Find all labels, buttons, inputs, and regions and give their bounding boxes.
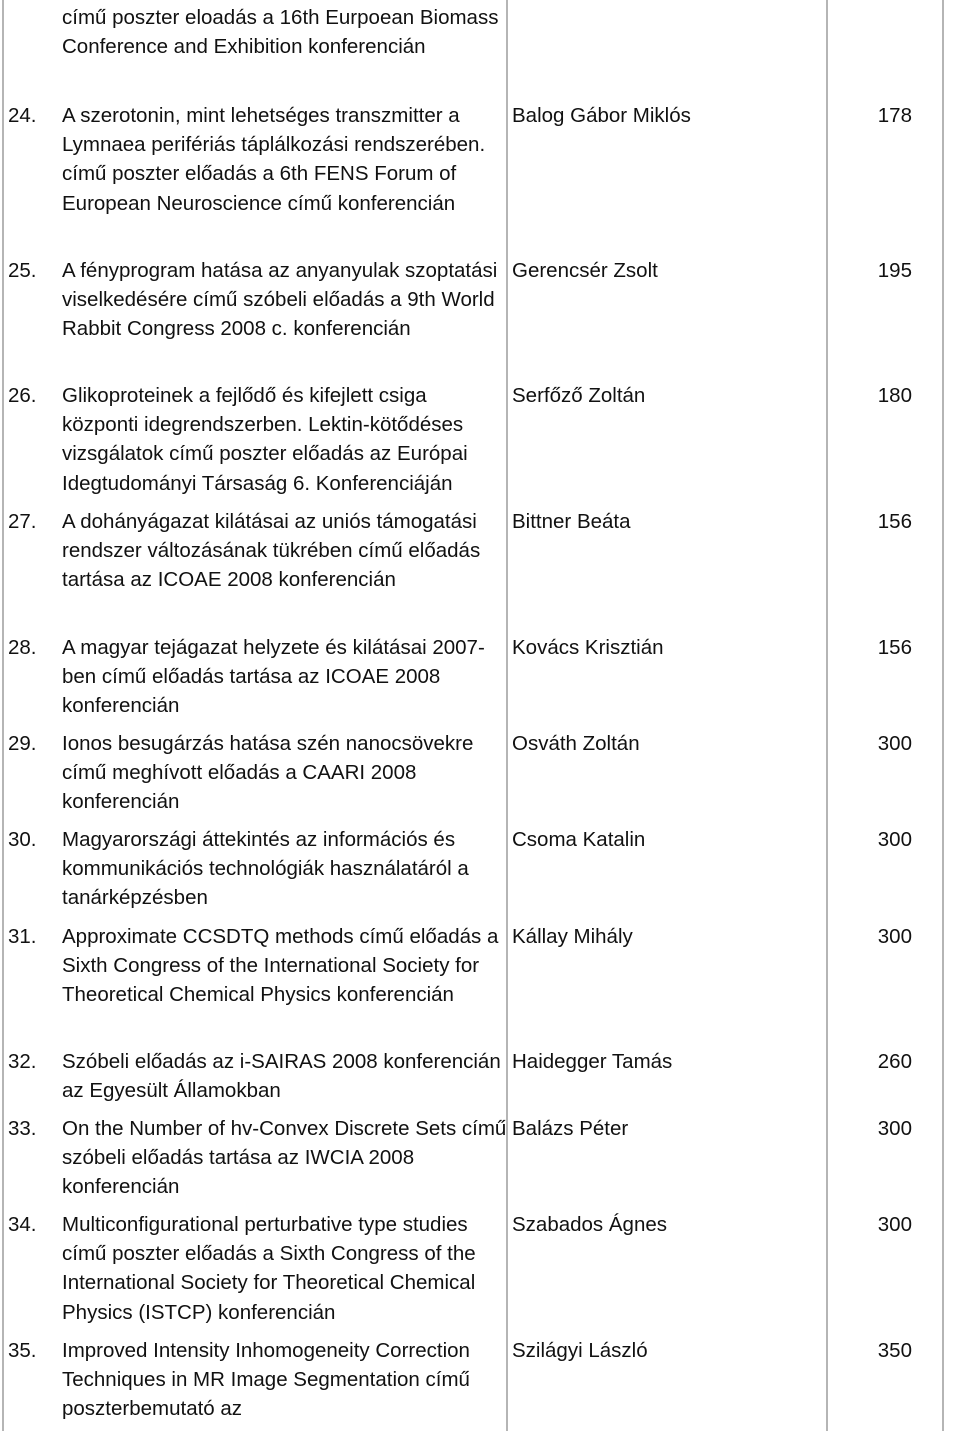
entry-amount: 300 xyxy=(877,1117,912,1140)
entry-description: Magyarországi áttekintés az információs és kommunikációs technológiák használatáról a tanárképzésben xyxy=(62,828,469,910)
entry-amount: 180 xyxy=(877,384,912,407)
entry-number: 33. xyxy=(8,1117,37,1140)
entry-number: 34. xyxy=(8,1213,37,1236)
entry-amount: 300 xyxy=(877,925,912,948)
entry-amount: 195 xyxy=(877,259,912,282)
entry-number: 27. xyxy=(8,510,37,533)
entry-amount: 156 xyxy=(877,510,912,533)
entry-description: című poszter eloadás a 16th Eurpoean Biomass Conference and Exhibition konferencián xyxy=(62,6,499,59)
entry-amount: 300 xyxy=(877,732,912,755)
entry-name: Gerencsér Zsolt xyxy=(512,259,658,282)
entry-description: A fényprogram hatása az anyanyulak szoptatási viselkedésére című szóbeli előadás a 9th World Rabbit Congress 2008 c. konferencián xyxy=(62,259,498,341)
entry-number: 28. xyxy=(8,636,37,659)
entry-name: Kállay Mihály xyxy=(512,925,633,948)
entry-description: Multiconfigurational perturbative type studies című poszter előadás a Sixth Congress of the International Society for Theoretical Chemical Physics (ISTCP) konferencián xyxy=(62,1213,476,1324)
entry-description: Szóbeli előadás az i-SAIRAS 2008 konferencián az Egyesült Államokban xyxy=(62,1050,501,1103)
entry-amount: 300 xyxy=(877,828,912,851)
entry-amount: 350 xyxy=(877,1339,912,1362)
entry-amount: 156 xyxy=(877,636,912,659)
entry-name: Balog Gábor Miklós xyxy=(512,104,691,127)
entry-description: Approximate CCSDTQ methods című előadás a Sixth Congress of the International Society for Theoretical Chemical Physics konferencián xyxy=(62,925,499,1007)
entry-name: Balázs Péter xyxy=(512,1117,629,1140)
entry-description: Glikoproteinek a fejlődő és kifejlett csiga központi idegrendszerben. Lektin-kötődéses vizsgálatok című poszter előadás az Európai Idegtudományi Társaság 6. Konferenciáján xyxy=(62,384,468,495)
entry-description: Improved Intensity Inhomogeneity Correction Techniques in MR Image Segmentation című poszterbemutató az xyxy=(62,1339,470,1421)
entry-description: A magyar tejágazat helyzete és kilátásai 2007-ben című előadás tartása az ICOAE 2008 konferencián xyxy=(62,636,485,718)
entry-number: 25. xyxy=(8,259,37,282)
entry-name: Bittner Beáta xyxy=(512,510,631,533)
entry-number: 29. xyxy=(8,732,37,755)
entry-number: 26. xyxy=(8,384,37,407)
entry-name: Szabados Ágnes xyxy=(512,1213,668,1236)
entry-name: Haidegger Tamás xyxy=(512,1050,673,1073)
entry-number: 35. xyxy=(8,1339,37,1362)
entry-name: Csoma Katalin xyxy=(512,828,646,851)
entry-amount: 260 xyxy=(877,1050,912,1073)
entry-description: On the Number of hv-Convex Discrete Sets című szóbeli előadás tartása az IWCIA 2008 konferencián xyxy=(62,1117,507,1199)
entry-description: A szerotonin, mint lehetséges transzmitter a Lymnaea perifériás táplálkozási rendszerében. című poszter előadás a 6th FENS Forum of European Neuroscience című konferencián xyxy=(62,104,486,215)
table-border-left xyxy=(2,0,4,1431)
entry-amount: 178 xyxy=(877,104,912,127)
entry-number: 32. xyxy=(8,1050,37,1073)
entry-name: Serfőző Zoltán xyxy=(512,384,646,407)
table-border-right xyxy=(942,0,944,1431)
entry-number: 31. xyxy=(8,925,37,948)
entry-name: Szilágyi László xyxy=(512,1339,648,1362)
entry-name: Kovács Krisztián xyxy=(512,636,664,659)
entry-description: A dohányágazat kilátásai az uniós támogatási rendszer változásának tükrében című előadás tartása az ICOAE 2008 konferencián xyxy=(62,510,481,592)
entry-number: 30. xyxy=(8,828,37,851)
entry-amount: 300 xyxy=(877,1213,912,1236)
entry-name: Osváth Zoltán xyxy=(512,732,640,755)
entry-description: Ionos besugárzás hatása szén nanocsövekre című meghívott előadás a CAARI 2008 konferencián xyxy=(62,732,474,814)
entry-number: 24. xyxy=(8,104,37,127)
